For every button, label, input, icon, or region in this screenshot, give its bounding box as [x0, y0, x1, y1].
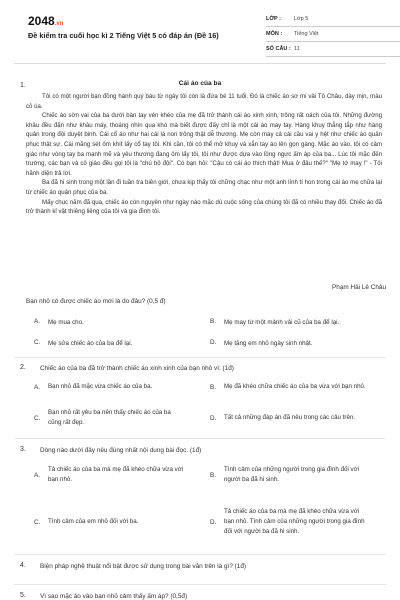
option-text: Tất cả những đáp án đã nêu trong các câu trên. — [224, 414, 356, 421]
exam-title: Đề kiểm tra cuối học kì 2 Tiếng Việt 5 có đáp án (Đề 16) — [28, 31, 219, 40]
passage-paragraph: Ba đã hi sinh trong một lần đi tuần tra biên giới, chưa kịp thấy tôi chững chạc như một anh lính tí hon trong cái áo mẹ chữa lại từ chiếc áo quân phục của ba. — [26, 179, 382, 196]
logo-text: 2048 — [28, 14, 55, 28]
meta-row-class — [266, 12, 400, 27]
options-row — [34, 494, 386, 550]
meta-label: MÔN : — [266, 31, 283, 37]
meta-label: SỐ CÂU : — [266, 46, 291, 52]
option-letter: A. — [34, 318, 41, 325]
reading-passage — [26, 92, 382, 217]
option-letter: A. — [34, 471, 41, 479]
option-text: Tình cảm của những người trong gia đình đối với người ba đã hi sinh. — [224, 466, 360, 483]
meta-value: 11 — [294, 46, 300, 52]
passage-paragraph: Chiếc áo sờn vai của ba dưới bàn tay vén khéo của mẹ đã trở thành cái áo xinh xinh, trông rất oách của tôi. Những đường khâu đều đặn như khâu máy, thoáng nhìn qua khó mà biết được đấy chỉ là một cái áo may tay. Hàng khuy thẳng tắp như hàng quân trong đội duyệt binh. Cái cổ áo như hai cái lá non trông thật dễ thương. Mẹ còn may cả cái cầu vai y hệt như chiếc áo quân phục thật sự. Cái măng sét ôm khít lấy cổ tay tôi. Khi cần, tôi có thể mở khuy và xắn tay áo lên gọn gàng. Mặc áo vào, tôi có cảm giác như vòng tay ba mạnh mẽ và yêu thương đang ôm lấy tôi, tôi như được dựa vào lồng ngực ấm áp của ba... Lúc tôi mặc đến trường, các bạn và cô giáo đều gọi tôi là "chú bộ đội". Có bạn hỏi: "Cậu có cái áo thích thật! Mua ở đâu thế?" "Mẹ tớ may !" - Tôi hãnh diện trả lời. — [26, 112, 382, 177]
option-text: Bạn nhỏ rất yêu ba nên thấy chiếc áo của ba cũng rất đẹp. — [48, 409, 171, 426]
option-text: Mẹ đã khéo chữa chiếc áo của ba vừa với bạn nhỏ. — [224, 383, 366, 390]
option-letter: C. — [34, 518, 41, 526]
passage-title: Cái áo của ba — [178, 80, 222, 87]
question-number: 4. — [20, 562, 26, 569]
option-text: Mẹ mua cho. — [48, 319, 84, 326]
question-number: 2. — [20, 364, 26, 371]
passage-paragraph: Tôi có một người bạn đồng hành quý báu từ ngày tôi còn là đứa bé 11 tuổi. Đó là chiếc áo sơ mi vải Tô Châu, dày mịn, màu cỏ úa. — [26, 93, 382, 110]
option-letter: B. — [210, 318, 217, 325]
option-letter: D. — [210, 518, 217, 526]
option-b[interactable] — [210, 318, 386, 328]
option-d[interactable] — [210, 339, 386, 349]
option-letter: B. — [210, 471, 217, 479]
option-text: Mẹ tặng em nhỏ ngày sinh nhật. — [224, 340, 313, 347]
option-letter: D. — [210, 339, 217, 346]
question-text: Biện pháp nghệ thuật nổi bật được sử dụng trong bài văn trên là gì? (1đ) — [40, 563, 247, 570]
options-row — [34, 458, 386, 492]
divider — [14, 357, 386, 358]
option-letter: A. — [34, 383, 41, 391]
passage-paragraph: Mấy chục năm đã qua, chiếc áo còn nguyên như ngày nào mặc dù cuộc sống của chúng tôi đã có nhiều thay đổi. Chiếc áo đã trở thành kỉ vật thiêng liêng của tôi và gia đình tôi. — [26, 198, 382, 216]
question-text: Vì sao mặc áo vào bạn nhỏ cảm thấy ấm áp? (0,5đ) — [40, 593, 188, 600]
option-b[interactable] — [210, 458, 386, 492]
option-letter: C. — [34, 339, 41, 346]
option-text: Mẹ may từ một mảnh vải cũ của ba để lại. — [224, 319, 340, 326]
meta-value: Tiếng Việt — [294, 31, 319, 37]
option-d[interactable] — [210, 494, 386, 550]
option-letter: C. — [34, 414, 41, 422]
option-text: Tình cảm của em nhỏ đối với ba. — [48, 518, 139, 525]
option-text: Bạn nhỏ đã mặc vừa chiếc áo của ba. — [48, 383, 153, 390]
options-row — [34, 318, 386, 328]
options-row — [34, 372, 386, 402]
option-text: Mẹ sửa chiếc áo của ba để lại. — [48, 340, 133, 347]
option-a[interactable] — [34, 318, 210, 328]
option-a[interactable] — [34, 458, 210, 492]
options-row — [34, 339, 386, 349]
exam-meta — [266, 12, 400, 57]
option-a[interactable] — [34, 372, 210, 402]
logo-suffix: .vn — [54, 21, 64, 27]
meta-row-subject — [266, 27, 400, 42]
option-c[interactable] — [34, 403, 210, 433]
meta-row-count — [266, 42, 400, 57]
options-row — [34, 403, 386, 433]
option-c[interactable] — [34, 339, 210, 349]
question-text: Dòng nào dưới đây nêu đúng nhất nội dung bài đọc. (1đ) — [40, 447, 202, 454]
meta-value: Lớp 5 — [294, 16, 309, 22]
meta-label: LỚP : — [266, 16, 281, 22]
option-letter: D. — [210, 414, 217, 422]
option-d[interactable] — [210, 403, 386, 433]
question-text: Bạn nhỏ có được chiếc áo mới là do đâu? (0,5 đ) — [26, 298, 166, 305]
question-text: Chiếc áo của ba đã trở thành chiếc áo xinh xinh của bạn nhỏ vì: (1đ) — [40, 365, 234, 372]
question-number: 3. — [20, 446, 26, 453]
passage-author: Phạm Hải Lê Châu — [332, 284, 386, 291]
option-text: Tả chiếc áo của ba mà mẹ đã khéo chữa vừa với bạn nhỏ. — [48, 466, 184, 483]
site-logo[interactable] — [28, 14, 63, 28]
question-number: 1. — [20, 82, 26, 89]
option-b[interactable] — [210, 372, 386, 402]
divider — [14, 584, 386, 585]
question-number: 5. — [20, 592, 26, 599]
option-letter: B. — [210, 383, 217, 391]
option-c[interactable] — [34, 494, 210, 550]
divider — [14, 554, 386, 555]
page-header — [14, 0, 386, 64]
option-text: Tả chiếc áo của ba mà mẹ đã khéo chữa vừa với bạn nhỏ. Tình cảm của những người trong gia đình đối với người ba đã hi sinh. — [224, 508, 365, 535]
divider — [14, 438, 386, 439]
